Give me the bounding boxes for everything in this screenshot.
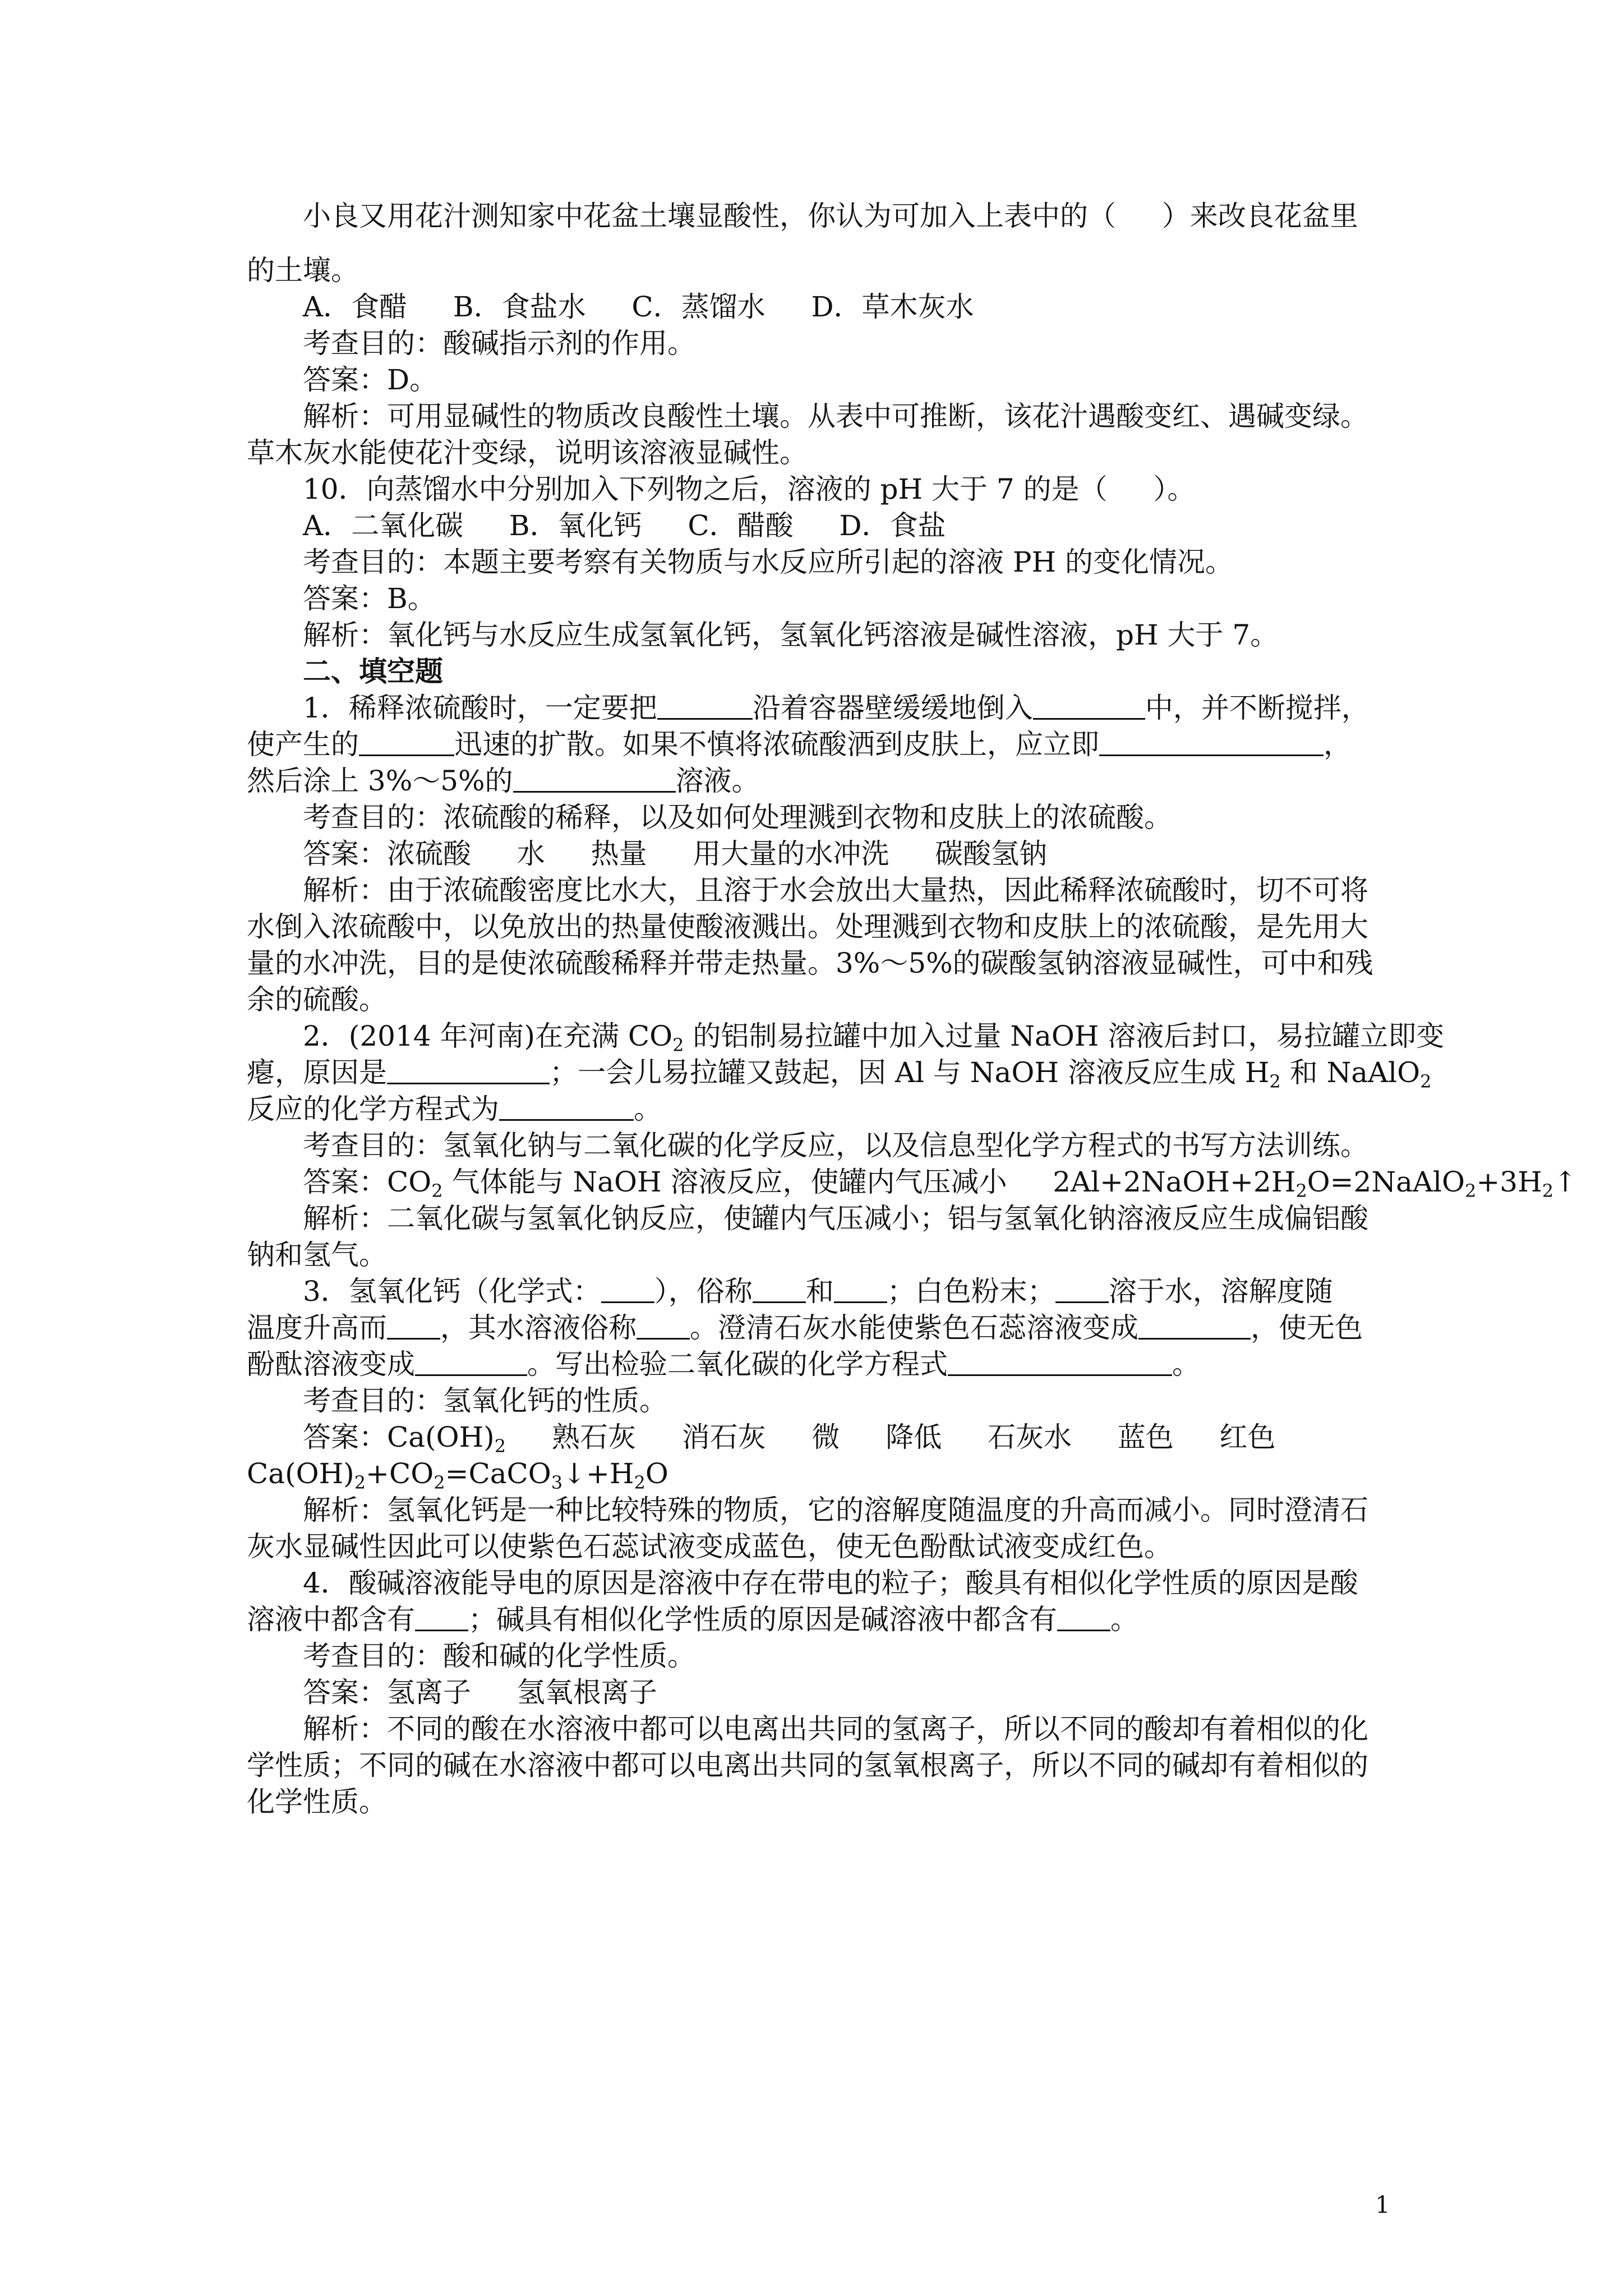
- text-run: ↓+H: [562, 1457, 634, 1490]
- text-run: 解析：可用显碱性的物质改良酸性土壤。从表中可推断，该花汁遇酸变红、遇碱变绿。: [303, 400, 1368, 432]
- text-line: [303, 837, 1047, 871]
- text-line: [303, 1420, 1276, 1457]
- text-run: 水倒入浓硫酸中，以免放出的热量使酸液溅出。处理溅到衣物和皮肤上的浓硫酸，是先用大: [247, 910, 1368, 943]
- subscript: 2: [354, 1472, 366, 1493]
- text-run: 温度升高而: [247, 1312, 387, 1344]
- text-run: 草木灰水能使花汁变绿，说明该溶液显碱性。: [247, 436, 808, 469]
- text-run: 的土壤。: [247, 254, 359, 287]
- text-run: ），俗称: [654, 1275, 753, 1308]
- subscript: 2: [1420, 1071, 1432, 1092]
- text-run: 中，并不断搅拌，: [1145, 692, 1370, 724]
- text-line: [303, 472, 1195, 506]
- text-run: 解析：由于浓硫酸密度比水大，且溶于水会放出大量热，因此稀释浓硫酸时，切不可将: [303, 874, 1368, 907]
- text-run: ；白色粉末；: [887, 1275, 1055, 1308]
- text-line: [303, 326, 695, 360]
- text-run: 熟石灰 消石灰 微 降低 石灰水 蓝色 红色: [506, 1421, 1276, 1453]
- subscript: 3: [551, 1472, 563, 1493]
- text-line: [303, 1676, 657, 1709]
- text-line: [247, 983, 387, 1016]
- text-run: ；一会儿易拉罐又鼓起，因 Al 与 NaOH 溶液反应生成 H: [550, 1056, 1270, 1089]
- text-run: 考查目的：酸碱指示剂的作用。: [303, 327, 695, 360]
- fill-in-blank: [387, 1056, 550, 1084]
- text-run: Ca(OH): [247, 1457, 354, 1490]
- text-run: 溶液。: [675, 765, 760, 797]
- text-run: ，: [1324, 728, 1352, 761]
- text-run: 解析：氢氧化钙是一种比较特殊的物质，它的溶解度随温度的升高而减小。同时澄清石: [303, 1494, 1368, 1526]
- subscript: 2: [434, 1472, 445, 1493]
- text-run: 钠和氢气。: [247, 1239, 387, 1271]
- text-line: [303, 800, 1172, 834]
- text-run: 。写出检验二氧化碳的化学方程式: [527, 1348, 948, 1381]
- text-run: ↑: [1553, 1166, 1577, 1198]
- text-line: [303, 691, 1370, 725]
- text-run: 溶液中都含有: [247, 1603, 415, 1636]
- text-run: 答案：D。: [303, 364, 438, 396]
- text-line: [303, 545, 1233, 579]
- text-line: [303, 199, 1358, 233]
- text-line: [303, 509, 946, 542]
- text-run: 答案：浓硫酸 水 热量 用大量的水冲洗 碳酸氢钠: [303, 838, 1048, 870]
- text-line: [303, 1165, 1577, 1202]
- fill-in-blank: [1099, 728, 1324, 756]
- subscript: 2: [1542, 1180, 1554, 1202]
- text-run: 10．向蒸馏水中分别加入下列物之后，溶液的 pH 大于 7 的是（ ）。: [303, 473, 1196, 505]
- text-line: [247, 436, 808, 470]
- text-run: 解析：不同的酸在水溶液中都可以电离出共同的氢离子，所以不同的酸却有着相似的化: [303, 1713, 1368, 1745]
- text-line: [247, 728, 1352, 761]
- text-line: [303, 582, 436, 615]
- text-line: [303, 618, 1278, 652]
- text-run: 迅速的扩散。如果不慎将浓硫酸洒到皮肤上，应立即: [454, 728, 1099, 761]
- text-run: 答案：B。: [303, 582, 436, 615]
- text-run: 使产生的: [247, 728, 359, 761]
- text-line: [303, 1384, 667, 1418]
- text-run: A．二氧化碳 B．氧化钙 C．醋酸 D．食盐: [303, 509, 946, 542]
- fill-in-blank: [499, 1092, 634, 1121]
- fill-in-blank: [834, 1274, 887, 1303]
- text-run: 答案：Ca(OH): [303, 1421, 495, 1453]
- text-run: 气体能与 NaOH 溶液反应，使罐内气压减小 2Al+2NaOH+2H: [442, 1166, 1296, 1198]
- text-line: [303, 1712, 1368, 1746]
- text-run: 和: [805, 1275, 834, 1308]
- subscript: 2: [1465, 1180, 1477, 1202]
- text-run: 。澄清石灰水能使紫色石蕊溶液变成: [690, 1312, 1138, 1344]
- subscript: 2: [672, 1034, 684, 1056]
- text-line: [247, 1603, 1138, 1636]
- text-line: [303, 1274, 1333, 1308]
- subscript: 2: [1269, 1071, 1281, 1092]
- subscript: 2: [634, 1472, 645, 1493]
- subscript: 2: [431, 1180, 443, 1202]
- fill-in-blank: [637, 1311, 690, 1340]
- fill-in-blank: [1033, 691, 1145, 720]
- text-run: 考查目的：浓硫酸的稀释，以及如何处理溅到衣物和皮肤上的浓硫酸。: [303, 801, 1172, 834]
- text-run: 沿着容器壁缓缓地倒入: [752, 692, 1033, 724]
- text-line: [247, 1347, 1200, 1381]
- text-run: 解析：二氧化碳与氢氧化钠反应，使罐内气压减小；铝与氢氧化钠溶液反应生成偏铝酸: [303, 1202, 1368, 1235]
- text-run: =CaCO: [445, 1457, 551, 1490]
- text-run: 。: [1110, 1603, 1138, 1636]
- text-line: [247, 1457, 668, 1493]
- text-run: 灰水显碱性因此可以使紫色石蕊试液变成蓝色，使无色酚酞试液变成红色。: [247, 1530, 1172, 1563]
- fill-in-blank: [513, 764, 676, 793]
- text-line: [247, 764, 760, 798]
- text-run: 酚酞溶液变成: [247, 1348, 415, 1381]
- text-line: [247, 946, 1373, 980]
- text-line: [247, 1749, 1368, 1782]
- text-line: [303, 1019, 1445, 1056]
- text-run: 余的硫酸。: [247, 983, 387, 1016]
- fill-in-blank: [657, 691, 753, 720]
- text-line: [303, 1639, 695, 1673]
- text-run: 。: [634, 1093, 662, 1125]
- text-line: [247, 910, 1368, 944]
- text-line: [303, 1129, 1368, 1162]
- text-line: [247, 1530, 1172, 1563]
- text-run: 考查目的：氢氧化钙的性质。: [303, 1384, 667, 1417]
- text-run: 。: [1172, 1348, 1200, 1381]
- text-run: ，其水溶液俗称: [440, 1312, 637, 1344]
- text-run: ，使无色: [1251, 1312, 1363, 1344]
- text-line: [303, 1566, 1358, 1600]
- text-run: A．食醋 B．食盐水 C．蒸馏水 D．草木灰水: [303, 291, 974, 323]
- fill-in-blank: [1138, 1311, 1251, 1340]
- text-run: ；碱具有相似化学性质的原因是碱溶液中都含有: [468, 1603, 1057, 1636]
- text-run: O=2NaAlO: [1307, 1166, 1465, 1198]
- text-line: [303, 363, 437, 397]
- fill-in-blank: [387, 1311, 440, 1340]
- fill-in-blank: [415, 1347, 527, 1376]
- text-run: 答案：氢离子 氢氧根离子: [303, 1676, 657, 1709]
- text-run: 考查目的：酸和碱的化学性质。: [303, 1640, 695, 1672]
- fill-in-blank: [1055, 1274, 1109, 1303]
- subscript: 2: [1295, 1180, 1307, 1202]
- text-run: 化学性质。: [247, 1786, 387, 1818]
- text-run: 2．(2014 年河南)在充满 CO: [303, 1020, 673, 1052]
- text-run: 4．酸碱溶液能导电的原因是溶液中存在带电的粒子；酸具有相似化学性质的原因是酸: [303, 1567, 1358, 1599]
- text-run: 量的水冲洗，目的是使浓硫酸稀释并带走热量。3%～5%的碳酸氢钠溶液显碱性，可中和残: [247, 947, 1373, 979]
- text-run: 然后涂上 3%～5%的: [247, 765, 513, 797]
- fill-in-blank: [1057, 1603, 1110, 1631]
- text-line: [303, 290, 974, 324]
- text-line: [303, 1493, 1368, 1527]
- text-run: 答案：CO: [303, 1166, 432, 1198]
- text-run: 学性质；不同的碱在水溶液中都可以电离出共同的氢氧根离子，所以不同的碱却有着相似的: [247, 1749, 1368, 1782]
- text-run: 二、填空题: [303, 655, 443, 688]
- fill-in-blank: [601, 1274, 654, 1303]
- page-number: 1: [1375, 2191, 1390, 2219]
- text-line: [247, 1056, 1432, 1092]
- text-run: 反应的化学方程式为: [247, 1093, 499, 1125]
- text-run: 的铝制易拉罐中加入过量 NaOH 溶液后封口，易拉罐立即变: [684, 1020, 1445, 1052]
- fill-in-blank: [359, 728, 454, 756]
- text-line: [247, 254, 359, 287]
- text-line: [247, 1311, 1363, 1345]
- text-run: 溶于水，溶解度随: [1108, 1275, 1333, 1308]
- fill-in-blank: [415, 1603, 468, 1631]
- text-run: 1．稀释浓硫酸时，一定要把: [303, 692, 657, 724]
- text-run: 3．氢氧化钙（化学式：: [303, 1275, 601, 1308]
- text-line: [247, 1785, 387, 1819]
- text-line: [247, 1238, 387, 1272]
- text-line: [303, 1202, 1368, 1235]
- text-run: +CO: [366, 1457, 434, 1490]
- text-run: 小良又用花汁测知家中花盆土壤显酸性，你认为可加入上表中的（ ）来改良花盆里: [303, 200, 1358, 232]
- text-run: O: [645, 1457, 668, 1490]
- fill-in-blank: [753, 1274, 806, 1303]
- text-line: [303, 399, 1368, 433]
- text-run: 考查目的：本题主要考察有关物质与水反应所引起的溶液 PH 的变化情况。: [303, 546, 1234, 578]
- fill-in-blank: [948, 1347, 1172, 1376]
- section-heading: [303, 655, 443, 688]
- text-line: [247, 1092, 662, 1126]
- text-run: 解析：氧化钙与水反应生成氢氧化钙，氢氧化钙溶液是碱性溶液，pH 大于 7。: [303, 619, 1279, 651]
- text-run: +3H: [1476, 1166, 1542, 1198]
- text-line: [303, 873, 1368, 907]
- text-run: 和 NaAlO: [1280, 1056, 1421, 1089]
- text-run: 瘪，原因是: [247, 1056, 387, 1089]
- text-run: 考查目的：氢氧化钠与二氧化碳的化学反应，以及信息型化学方程式的书写方法训练。: [303, 1129, 1368, 1162]
- subscript: 2: [494, 1435, 506, 1457]
